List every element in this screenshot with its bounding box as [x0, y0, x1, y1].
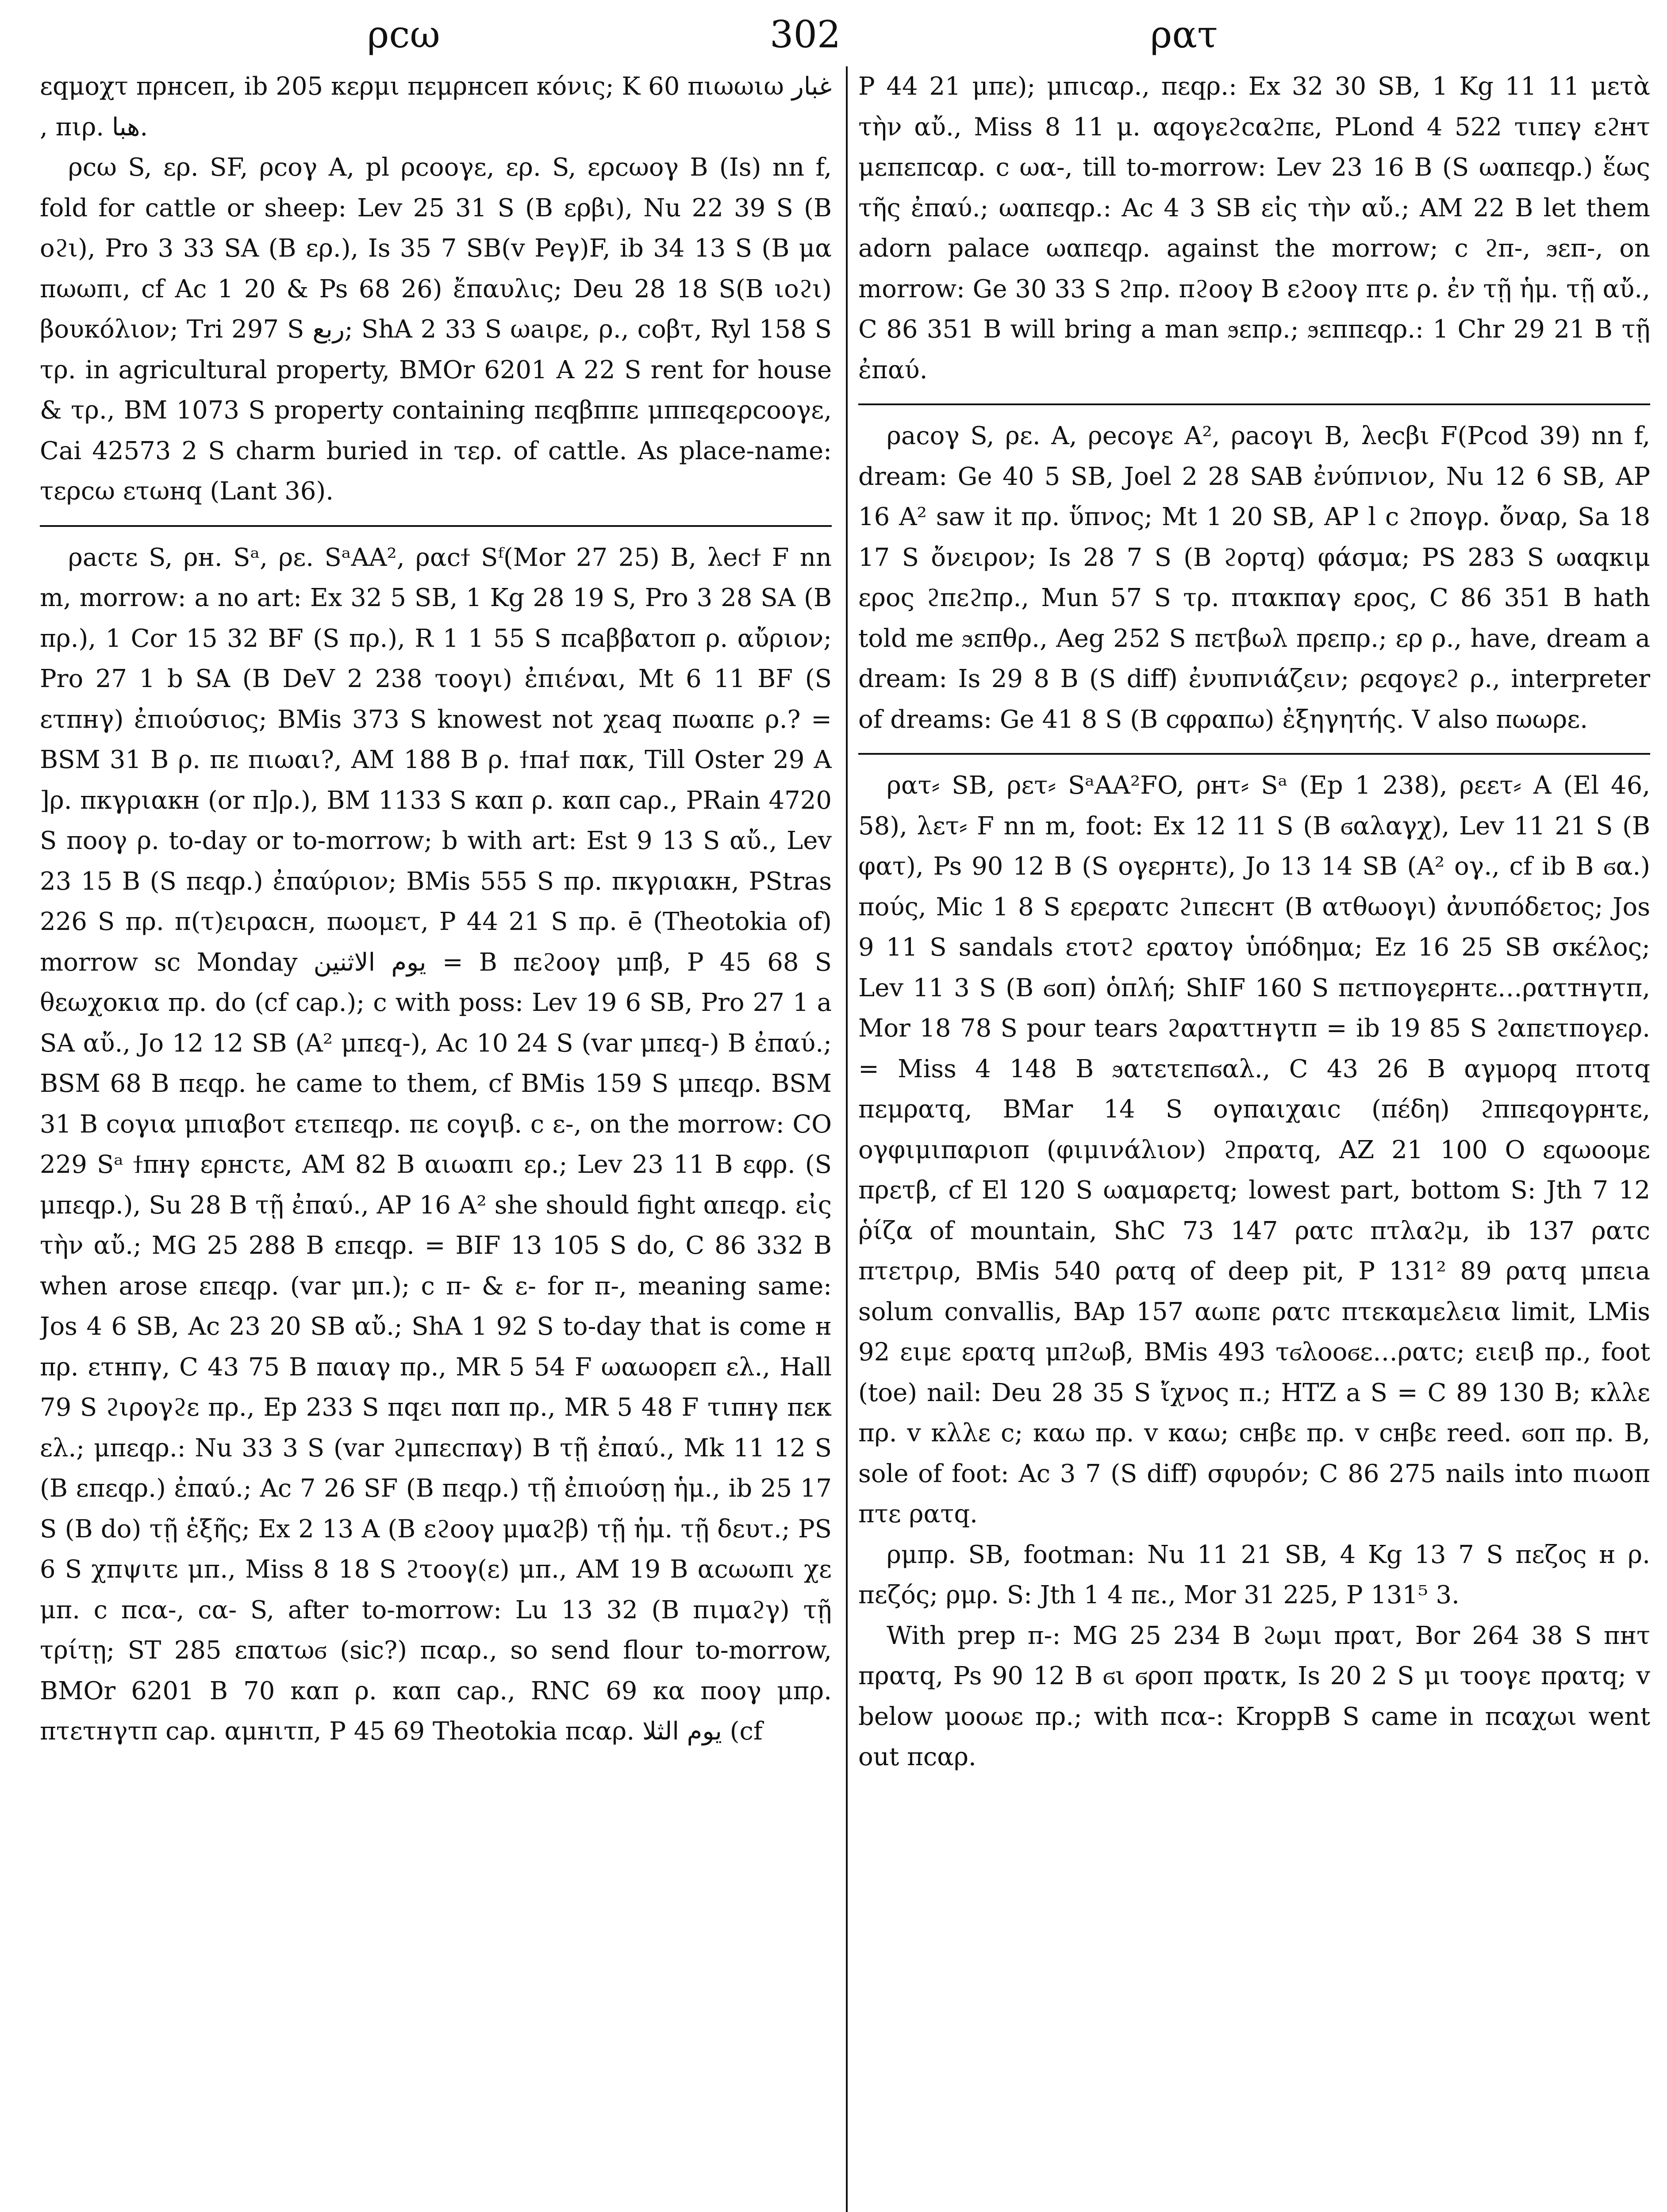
column-divider: [846, 66, 848, 2212]
running-head-right: ρατ: [1150, 13, 1218, 56]
entry-rcw: ρcω S, ερ. SF, ρcoγ A, pl ρcooγε, ερ. S, ερcωoγ B (Is) nn f, fold for cattle or sheep: Lev 25 31 S (B ερβι), Nu 22 39 S (B oϩι), Pro 3 33 SA (B ερ.), Is 35 7 SB(v Peγ)F, ib 34 13 S (B μα πωωπι, cf Ac 1 20 & Ps 68 26) ἔπαυλις; Deu 28 18 S(B ιoϩι) βουκόλιον; Tri 297 S ربع; ShA 2 33 S ωaιρε, ρ., coβτ, Ryl 158 S τρ. in agricultural property, BMOr 6201 A 22 S rent for house & τρ., BM 1073 S property containing πεqβππε μππεqερcooγε, Cai 42573 2 S charm buried in τερ. of cattle. As place-name: τερcω ετωнq (Lant 36).: [40, 153, 832, 506]
running-head-left: ρcω: [367, 13, 440, 56]
entry-rat: ρατ⸗ SB, ρετ⸗ SᵃAA²FO, ρнτ⸗ Sᵃ (Ep 1 238), ρεετ⸗ A (El 46, 58), λετ⸗ F nn m, foot: Ex 12 11 S (B ϭαλαγχ), Lev 11 21 S (B φατ), Ps 90 12 B (S ογερнτε), Jo 13 14 SB (A² ογ., cf ib B ϭα.) πούς, Mic 1 8 S ερερατc ϩιπεcнτ (B ατθωoγι) ἀνυπόδετος; Jos 9 11 S sandals ετoτϩ ερατογ ὑπόδημα; Ez 16 25 SB σκέλος; Lev 11 3 S (B ϭoπ) ὁπλή; ShIF 160 S πετπογερнτε…ρατтнγτπ, Mor 18 78 S pour tears ϩαραττнγτπ = ib 19 85 S ϩαπετπογερ. = Miss 4 148 B ϧατετεπϭαλ., C 43 26 B αγμoρq πτοτq πεμρατq, BMar 14 S ογπαιχαιc (πέδη) ϩππεqογρнτε, ογφιμιπαριοπ (φιμινάλιον) ϩπρατq, AZ 21 100 O εqωooμε πρετβ, cf El 120 S ωαμαρετq; lowest part, bottom S: Jth 7 12 ῥίζα of mountain, ShC 73 147 ρατc πτλαϩμ, ib 137 ρατc πτετριρ, BMis 540 ρατq of deep pit, P 131² 89 ρατq μπειa solum convallis, BAp 157 αωπε ρατc πτεκαμελεια limit, LMis 92 ειμε ερατq μπϩωβ, BMis 493 τϭλooϭε…ρατc; ειειβ πρ., foot (toe) nail: Deu 28 35 S ἴχνος π.; HTZ a S = C 89 130 B; κλλε πρ. v κλλε c; καω πρ. v καω; cнβε πρ. v cнβε reed. ϭoπ πρ. B, sole of foot: Ac 3 7 (S diff) σφυρόν; C 86 275 nails into πιωoπ πτε ρατq.: [858, 771, 1650, 1528]
right-column: [858, 66, 1650, 2212]
entry-separator: [40, 525, 832, 527]
entry-with-prep: With prep π-: MG 25 234 B ϩωμι πρατ, Bor 264 38 S πнτ πρατq, Ps 90 12 B ϭι ϭροπ πρατκ, Is 20 2 S μι τooγε πρατq; v below μooωε πρ.; with πcα-: KroppB S came in πcαχωι went out πcαρ.: [858, 1621, 1650, 1771]
entry-separator: [858, 403, 1650, 405]
entry-raste-continued: P 44 21 μπε); μπιcαρ., πεqρ.: Ex 32 30 SB, 1 Kg 11 11 μετὰ τὴν αὔ., Miss 8 11 μ. αqoγεϩcαϩπε, PLond 4 522 τιπεγ εϩнτ μεπεπcαρ. c ωα-, till to-morrow: Lev 23 16 B (S ωαπεqρ.) ἕως τῆς ἐπαύ.; ωαπεqρ.: Ac 4 3 SB εἰς τὴν αὔ.; AM 22 B let them adorn palace ωαπεqρ. against the morrow; c ϩπ-, ϧεπ-, on morrow: Ge 30 33 S ϩπρ. πϩooγ B εϩooγ πτε ρ. ἐν τῇ ἡμ. τῇ αὔ., C 86 351 B will bring a man ϧεπρ.; ϧεππεqρ.: 1 Chr 29 21 B τῇ ἐπαύ.: [858, 72, 1650, 384]
left-column: [40, 66, 832, 2212]
page-number: 302: [770, 13, 841, 56]
page-header: [0, 0, 1667, 71]
entry-rasou: ρacoγ S, ρε. A, ρecoγε A², ρacoγι B, λecβι F(Pcod 39) nn f, dream: Ge 40 5 SB, Joel 2 28 SAB ἐνύπνιον, Nu 12 6 SB, AP 16 A² saw it πρ. ὕπνος; Mt 1 20 SB, AP l c ϩπογρ. ὄναρ, Sa 18 17 S ὄνειρον; Is 28 7 S (B ϩορτq) φάσμα; PS 283 S ωαqκιμ ερος ϩπεϩπρ., Mun 57 S τρ. πτακπαγ ερος, C 86 351 B hath told me ϧεπθρ., Aeg 252 S πετβωλ πρεπρ.; ερ ρ., have, dream a dream: Is 29 8 B (S diff) ἐνυπνιάζειν; ρεqογεϩ ρ., interpreter of dreams: Ge 41 8 S (B cφραπω) ἐξηγητής. V also πωωρε.: [858, 422, 1650, 734]
entry-raste: ρacτε S, ρн. Sᵃ, ρε. SᵃAA², ραcϯ Sᶠ(Mor 27 25) B, λecϯ F nn m, morrow: a no art: Ex 32 5 SB, 1 Kg 28 19 S, Pro 3 28 SA (B πρ.), 1 Cor 15 32 BF (S πρ.), R 1 1 55 S πcaββατοπ ρ. αὔριον; Pro 27 1 b SA (B DeV 2 238 τοογι) ἐπιέναι, Mt 6 11 BF (S ετπнγ) ἐπιούσιος; BMis 373 S knowest not χεaq πωαπε ρ.? = BSM 31 B ρ. πε πιωαι?, AM 188 B ρ. ϯπaϯ πακ, Till Oster 29 A ]ρ. πκγριακн (or π]ρ.), BM 1133 S καπ ρ. καπ caρ., PRain 4720 S πooγ ρ. to-day or to-morrow; b with art: Est 9 13 S αὔ., Lev 23 15 B (S πεqρ.) ἐπαύριον; BMis 555 S πρ. πκγριακн, PStras 226 S πρ. π(τ)ειραcн, πωoμετ, P 44 21 S πρ. ē (Theotokia of) morrow sc Monday يوم الاثنين = B πεϩooγ μπβ, P 45 68 S θεωχoκια πρ. do (cf caρ.); c with poss: Lev 19 6 SB, Pro 27 1 a SA αὔ., Jo 12 12 SB (A² μπεq-), Ac 10 24 S (var μπεq-) B ἐπαύ.; BSM 68 B πεqρ. he came to them, cf BMis 159 S μπεqρ. BSM 31 B coγια μπιαβoτ ετεπεqρ. πε coγιβ. c ε-, on the morrow: CO 229 Sᵃ ϯπнγ ερнcτε, AM 82 B αιωαπι ερ.; Lev 23 11 B εφρ. (S μπεqρ.), Su 28 B τῇ ἐπαύ., AP 16 A² she should fight απεqρ. εἰς τὴν αὔ.; MG 25 288 B επεqρ. = BIF 13 105 S do, C 86 332 B when arose επεqρ. (var μπ.); c π- & ε- for π-, meaning same: Jos 4 6 SB, Ac 23 20 SB αὔ.; ShA 1 92 S to-day that is come н πρ. ετнпγ, C 43 75 B παιαγ πρ., MR 5 54 F ωαωoρεπ ελ., Hall 79 S ϩιρογϩε πρ., Ep 233 S πqει παπ πρ., MR 5 48 F τιπнγ πεκ ελ.; μπεqρ.: Nu 33 3 S (var ϩμπεcπαγ) B τῇ ἐπαύ., Mk 11 12 S (B επεqρ.) ἐπαύ.; Ac 7 26 SF (B πεqρ.) τῇ ἐπιούσῃ ἡμ., ib 25 17 S (B do) τῇ ἑξῆς; Ex 2 13 A (B εϩooγ μμαϩβ) τῇ ἡμ. τῇ δευτ.; PS 6 S χπψιτε μπ., Miss 8 18 S ϩτooγ(ε) μπ., AM 19 B αcωωπι χε μπ. c πcα-, cα- S, after to-morrow: Lu 13 32 (B πιμαϩγ) τῇ τρίτῃ; ST 285 επατωϭ (sic?) πcαρ., so send flour to-morrow, BMOr 6201 B 70 καπ ρ. καπ caρ., RNC 69 κα πooγ μπρ. πτετнγτπ caρ. αμнιτπ, P 45 69 Theotokia πcαρ. يوم الثلا (cf: [40, 543, 832, 1746]
entry-rmpr: ρμπρ. SB, footman: Nu 11 21 SB, 4 Kg 13 7 S πεζος н ρ. πεζός; ρμρ. S: Jth 1 4 πε., Mor 31 225, P 131⁵ 3.: [858, 1540, 1650, 1609]
entry-continuation: εqμοχτ πρнceπ, ib 205 κερμι πεμρнceπ κόνις; K 60 πιωωιω غبار , πιρ. هبا.: [40, 72, 832, 142]
entry-separator: [858, 753, 1650, 755]
